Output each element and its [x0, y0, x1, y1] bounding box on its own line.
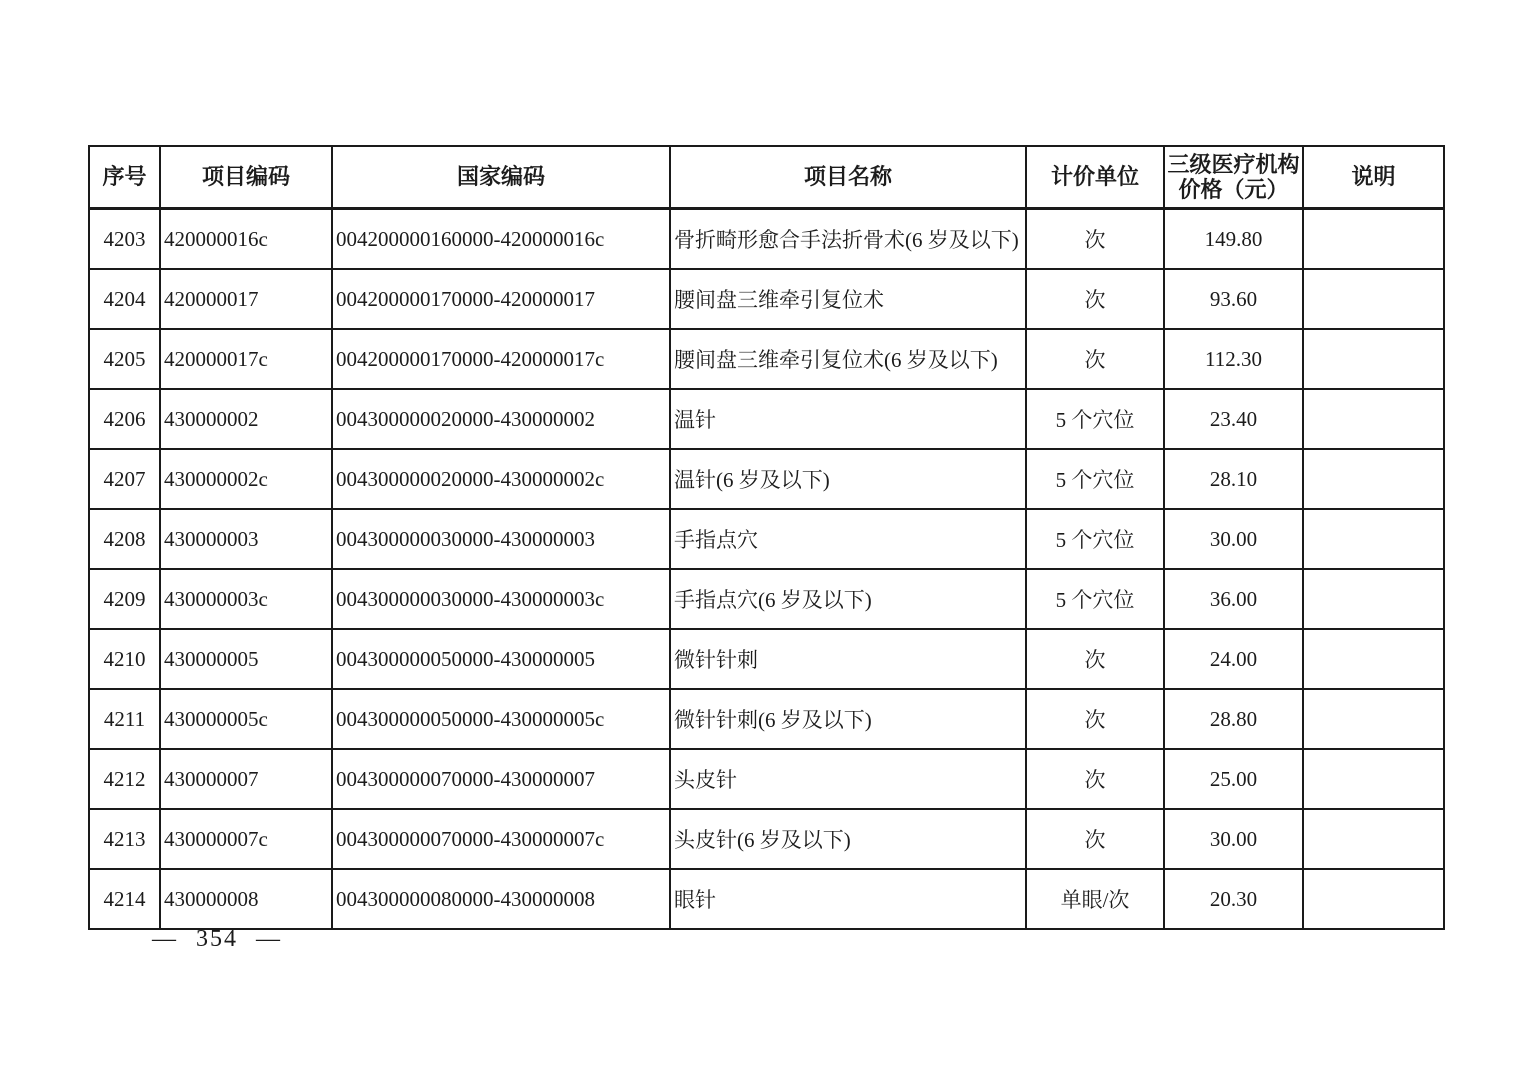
- cell-note: [1303, 329, 1444, 389]
- cell-national-code: 004200000160000-420000016c: [332, 209, 670, 270]
- cell-national-code: 004200000170000-420000017c: [332, 329, 670, 389]
- cell-note: [1303, 629, 1444, 689]
- cell-unit: 5 个穴位: [1026, 569, 1164, 629]
- cell-note: [1303, 209, 1444, 270]
- cell-unit: 单眼/次: [1026, 869, 1164, 929]
- cell-item-name: 手指点穴(6 岁及以下): [670, 569, 1026, 629]
- cell-unit: 次: [1026, 329, 1164, 389]
- table-row: [89, 809, 1444, 869]
- cell-seq: 4210: [89, 629, 160, 689]
- cell-national-code: 004300000020000-430000002: [332, 389, 670, 449]
- cell-item-name: 腰间盘三维牵引复位术(6 岁及以下): [670, 329, 1026, 389]
- header-cell-note: 说明: [1303, 146, 1444, 209]
- cell-price: 28.80: [1164, 689, 1303, 749]
- cell-seq: 4213: [89, 809, 160, 869]
- cell-seq: 4211: [89, 689, 160, 749]
- table-row: [89, 569, 1444, 629]
- cell-item-name: 微针针刺(6 岁及以下): [670, 689, 1026, 749]
- cell-price: 23.40: [1164, 389, 1303, 449]
- cell-price: 28.10: [1164, 449, 1303, 509]
- cell-item-name: 手指点穴: [670, 509, 1026, 569]
- cell-national-code: 004300000020000-430000002c: [332, 449, 670, 509]
- cell-item-code: 430000007: [160, 749, 332, 809]
- cell-item-code: 430000008: [160, 869, 332, 929]
- table-row: [89, 509, 1444, 569]
- cell-item-name: 骨折畸形愈合手法折骨术(6 岁及以下): [670, 209, 1026, 270]
- cell-price: 30.00: [1164, 809, 1303, 869]
- header-cell-national-code: 国家编码: [332, 146, 670, 209]
- cell-item-code: 420000017: [160, 269, 332, 329]
- cell-price: 112.30: [1164, 329, 1303, 389]
- cell-national-code: 004300000080000-430000008: [332, 869, 670, 929]
- cell-national-code: 004300000070000-430000007: [332, 749, 670, 809]
- cell-item-code: 430000005: [160, 629, 332, 689]
- cell-unit: 5 个穴位: [1026, 449, 1164, 509]
- cell-seq: 4214: [89, 869, 160, 929]
- table-row: [89, 689, 1444, 749]
- cell-item-code: 430000002c: [160, 449, 332, 509]
- header-cell-unit: 计价单位: [1026, 146, 1164, 209]
- header-price-line2: 价格（元）: [1178, 177, 1289, 202]
- cell-price: 25.00: [1164, 749, 1303, 809]
- header-price-line1: 三级医疗机构: [1167, 151, 1300, 177]
- cell-price: 93.60: [1164, 269, 1303, 329]
- table-row: [89, 629, 1444, 689]
- cell-item-code: 430000002: [160, 389, 332, 449]
- cell-item-code: 420000017c: [160, 329, 332, 389]
- cell-item-code: 430000007c: [160, 809, 332, 869]
- cell-price: 30.00: [1164, 509, 1303, 569]
- cell-seq: 4204: [89, 269, 160, 329]
- cell-item-code: 430000003: [160, 509, 332, 569]
- cell-seq: 4206: [89, 389, 160, 449]
- cell-note: [1303, 809, 1444, 869]
- cell-unit: 次: [1026, 629, 1164, 689]
- cell-national-code: 004200000170000-420000017: [332, 269, 670, 329]
- cell-price: 20.30: [1164, 869, 1303, 929]
- cell-national-code: 004300000030000-430000003c: [332, 569, 670, 629]
- cell-item-name: 头皮针: [670, 749, 1026, 809]
- cell-item-name: 头皮针(6 岁及以下): [670, 809, 1026, 869]
- cell-note: [1303, 449, 1444, 509]
- cell-unit: 次: [1026, 749, 1164, 809]
- page-number: — 354 —: [152, 926, 282, 952]
- cell-price: 149.80: [1164, 209, 1303, 270]
- header-cell-item-code: 项目编码: [160, 146, 332, 209]
- medical-price-table: [88, 145, 1445, 930]
- cell-item-name: 腰间盘三维牵引复位术: [670, 269, 1026, 329]
- cell-seq: 4212: [89, 749, 160, 809]
- cell-price: 24.00: [1164, 629, 1303, 689]
- cell-unit: 5 个穴位: [1026, 509, 1164, 569]
- cell-national-code: 004300000050000-430000005c: [332, 689, 670, 749]
- table-row: [89, 329, 1444, 389]
- cell-unit: 次: [1026, 269, 1164, 329]
- cell-note: [1303, 389, 1444, 449]
- cell-note: [1303, 869, 1444, 929]
- cell-unit: 次: [1026, 809, 1164, 869]
- cell-national-code: 004300000050000-430000005: [332, 629, 670, 689]
- cell-seq: 4208: [89, 509, 160, 569]
- cell-note: [1303, 569, 1444, 629]
- table-row: [89, 269, 1444, 329]
- cell-unit: 次: [1026, 689, 1164, 749]
- cell-note: [1303, 689, 1444, 749]
- cell-item-name: 微针针刺: [670, 629, 1026, 689]
- cell-note: [1303, 269, 1444, 329]
- cell-note: [1303, 749, 1444, 809]
- header-cell-item-name: 项目名称: [670, 146, 1026, 209]
- cell-national-code: 004300000070000-430000007c: [332, 809, 670, 869]
- cell-unit: 5 个穴位: [1026, 389, 1164, 449]
- cell-item-name: 眼针: [670, 869, 1026, 929]
- table-row: [89, 869, 1444, 929]
- cell-seq: 4203: [89, 209, 160, 270]
- cell-seq: 4207: [89, 449, 160, 509]
- cell-item-code: 430000005c: [160, 689, 332, 749]
- cell-note: [1303, 509, 1444, 569]
- cell-item-code: 430000003c: [160, 569, 332, 629]
- cell-unit: 次: [1026, 209, 1164, 270]
- cell-seq: 4209: [89, 569, 160, 629]
- price-table-container: [88, 145, 1445, 930]
- cell-item-name: 温针(6 岁及以下): [670, 449, 1026, 509]
- cell-national-code: 004300000030000-430000003: [332, 509, 670, 569]
- cell-seq: 4205: [89, 329, 160, 389]
- header-cell-price: [1164, 146, 1303, 209]
- cell-price: 36.00: [1164, 569, 1303, 629]
- table-body: [89, 209, 1444, 930]
- table-row: [89, 209, 1444, 270]
- cell-item-name: 温针: [670, 389, 1026, 449]
- table-row: [89, 449, 1444, 509]
- header-cell-seq: 序号: [89, 146, 160, 209]
- table-row: [89, 749, 1444, 809]
- cell-item-code: 420000016c: [160, 209, 332, 270]
- table-row: [89, 389, 1444, 449]
- table-header-row: [89, 146, 1444, 209]
